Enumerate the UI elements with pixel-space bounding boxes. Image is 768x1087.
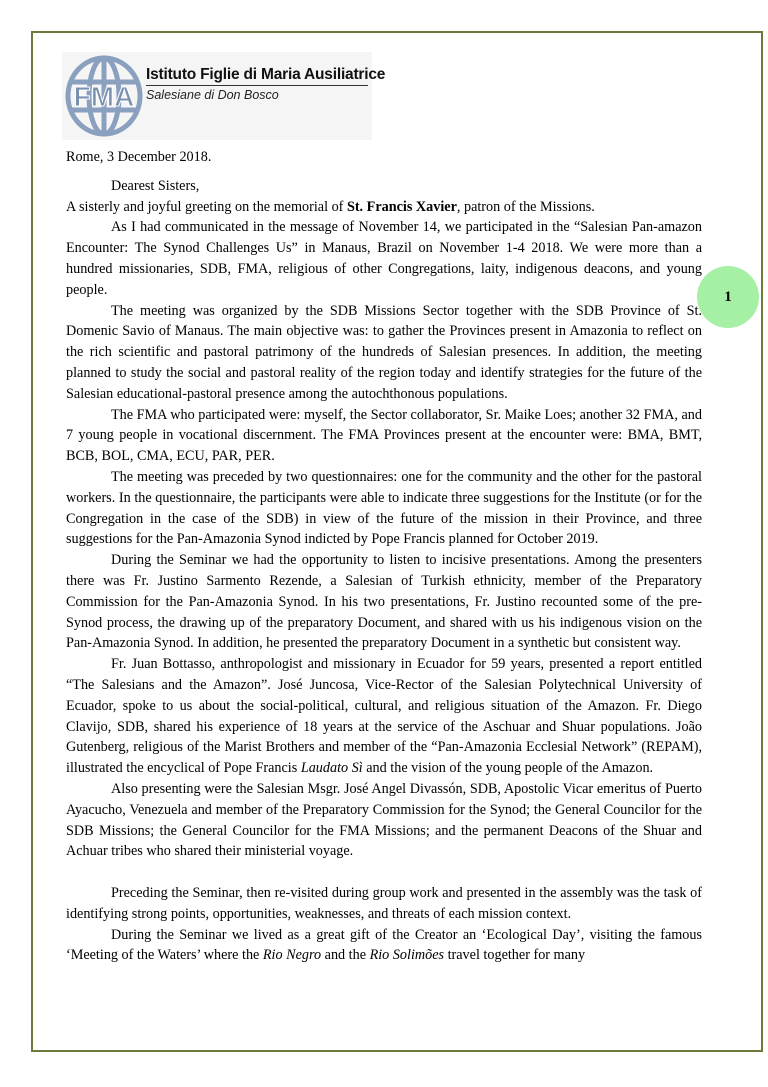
river-name-solimoes: Rio Solimões [369,947,445,964]
presenters-text-end: and the vision of the young people of the Amazon. [362,760,654,777]
institute-logo [62,52,386,140]
encyclical-title: Laudato Sì [300,760,363,777]
paragraph-presenters [66,654,702,779]
letter-date: Rome, 3 December 2018. [66,149,212,165]
paragraph-presentations: During the Seminar we had the opportunity to listen to incisive presentations. Among the presenters there was Fr. Justino Sarmento Rezende, a Salesian of Turkish ethnicity, member of the Preparatory Commission for the Pan-Amazonia Synod. In his two presentations, Fr. Justino recounted some of the pre-Synod process, the drawing up of the preparatory Document, and shared with us his indigenous vision on the Pan-Amazonia Synod. In addition, he presented the preparatory Document in a synthetic but consistent way. [66,552,702,652]
logo-subtitle: Salesiane di Don Bosco [146,88,279,102]
paragraph-participants: The FMA who participated were: myself, the Sector collaborator, Sr. Maike Loes; another 32 FMA, and 7 young people in vocational discernment. The FMA Provinces present at the encounter were: BMA, BMT, BCB, BOL, CMA, ECU, PAR, PER. [66,406,702,465]
ecological-text-end: travel together for many [444,947,586,964]
ecological-text: During the Seminar we lived as a great gift of the Creator an ‘Ecological Day’, visiting the famous ‘Meeting of the Waters’ where the [66,926,702,964]
paragraph-organization: The meeting was organized by the SDB Missions Sector together with the SDB Province of St. Domenic Savio of Manaus. The main objective was: to gather the Provinces present in Amazonia to reflect on the rich scientific and pastoral patrimony of the hundreds of Salesian presences. In addition, the meeting planned to study the social and pastoral reality of the region today and identify strategies for the future of the Salesian educational-pastoral presence among the autochthonous populations. [66,302,702,402]
paragraph-encounter: As I had communicated in the message of November 14, we participated in the “Salesian Pan-amazon Encounter: The Synod Challenges Us” in Manaus, Brazil on November 1-4 2018. We were more than a hundred missionaries, SDB, FMA, religious of other Congregations, laity, indigenous deacons, and young people. [66,219,702,298]
paragraph-ecological-day [66,925,702,967]
letter-body [66,147,702,966]
ecological-text-mid: and the [321,947,370,964]
river-name-negro: Rio Negro [262,947,322,964]
greeting-text-end: , patron of the Missions. [456,198,595,215]
logo-mark: FMA [73,81,135,112]
greeting-text: A sisterly and joyful greeting on the memorial of [66,198,347,215]
greeting-paragraph [66,197,702,218]
logo-title: Istituto Figlie di Maria Ausiliatrice [146,66,386,83]
saint-name: St. Francis Xavier [346,198,457,215]
presenters-text: Fr. Juan Bottasso, anthropologist and missionary in Ecuador for 59 years, presented a report entitled “The Salesians and the Amazon”. José Juncosa, Vice-Rector of the Salesian Polytechnical University of Ecuador, spoke to us about the social-political, cultural, and religious situation of the Amazon. Fr. Diego Clavijo, SDB, shared his experience of 18 years at the service of the Aschuar and Shuar populations. João Gutenberg, religious of the Marist Brothers and member of the “Pan-Amazonia Ecclesial Network” (REPAM), illustrated the encyclical of Pope Francis [66,656,702,777]
paragraph-swot: Preceding the Seminar, then re-visited during group work and presented in the assembly was the task of identifying strong points, opportunities, weaknesses, and threats of each mission context. [66,885,702,922]
logo-divider [146,85,368,86]
salutation: Dearest Sisters, [111,177,200,194]
globe-icon [62,52,146,140]
paragraph-also-presenting: Also presenting were the Salesian Msgr. José Angel Divassón, SDB, Apostolic Vicar emeritus of Puerto Ayacucho, Venezuela and member of the Preparatory Commission for the Synod; the General Councilor for the SDB Missions; the General Councilor for the FMA Missions; and the permanent Deacons of the Shuar and Achuar tribes who shared their ministerial voyage. [66,780,702,860]
page-number: 1 [724,288,732,305]
page-number-badge [697,266,759,328]
paragraph-questionnaires: The meeting was preceded by two questionnaires: one for the community and the other for the pastoral workers. In the questionnaire, the participants were able to indicate three suggestions for the Institute (or for the Congregation in the case of the SDB) in view of the future of the mission in their Province, and three suggestions for the Pan-Amazonia Synod indicted by Pope Francis planned for October 2019. [66,468,702,548]
